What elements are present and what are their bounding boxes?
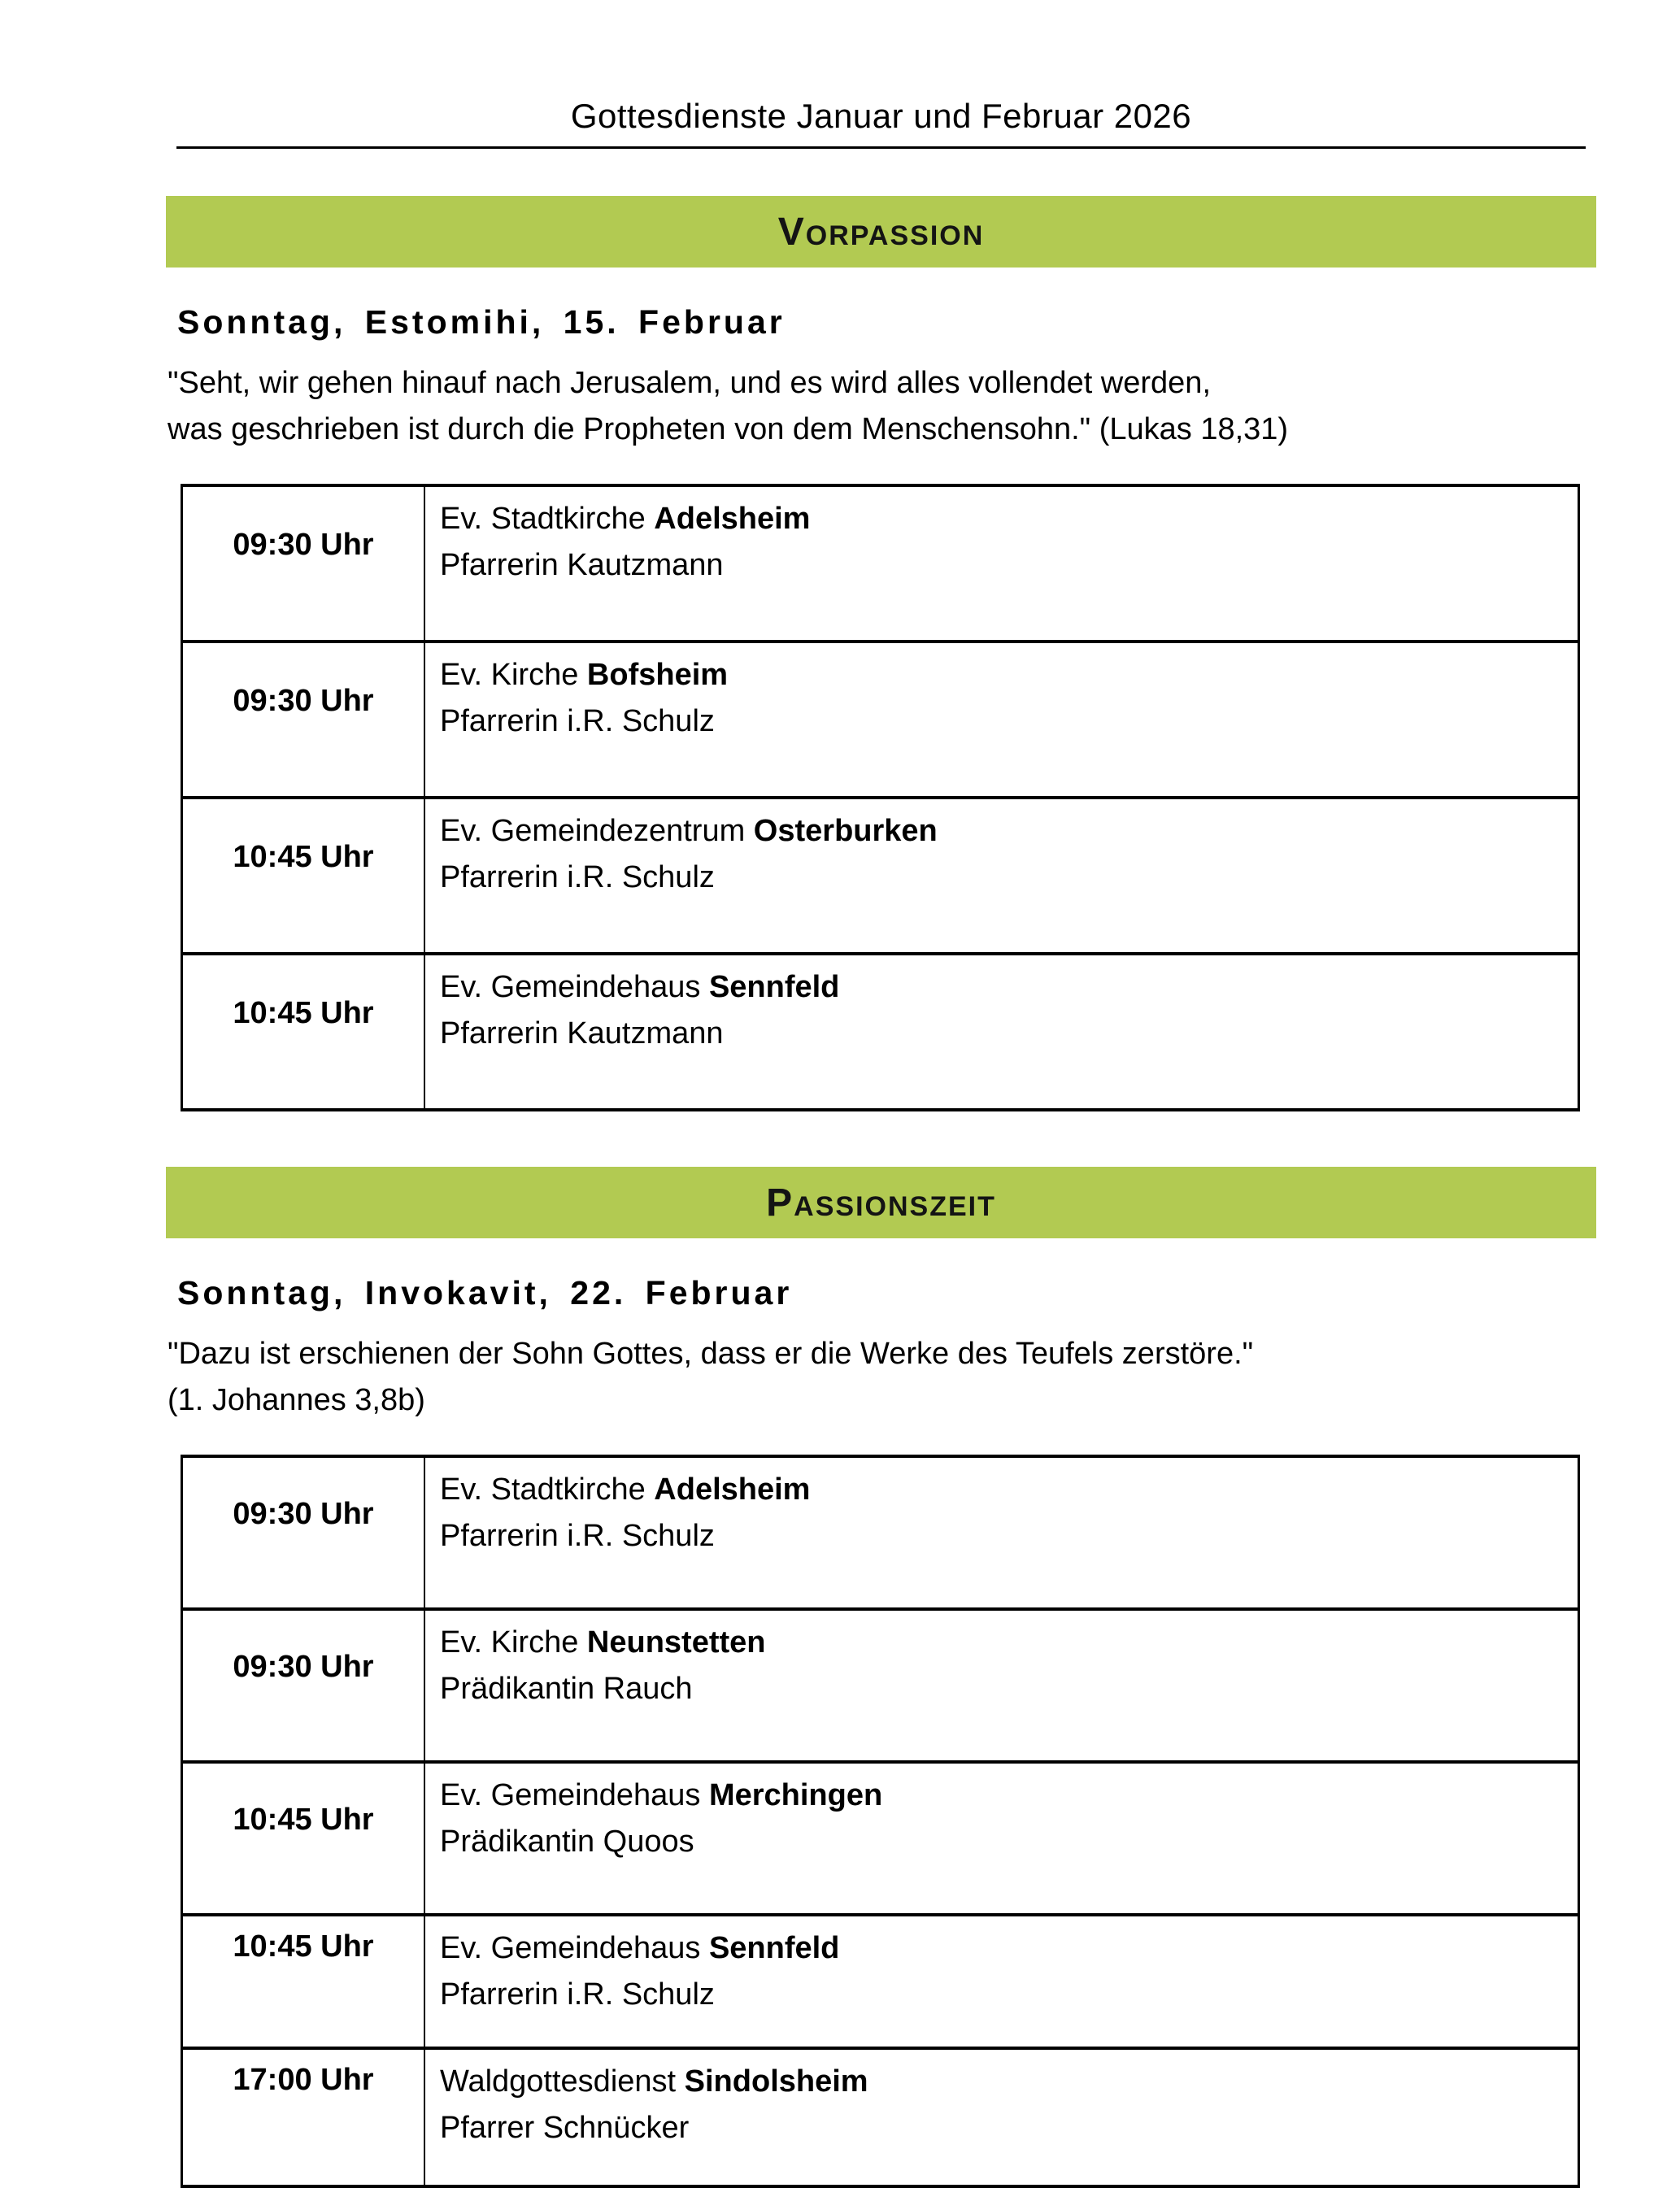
minister-line xyxy=(440,855,1561,901)
time-label: 10:45 Uhr xyxy=(233,995,374,1030)
location-cell xyxy=(424,1609,1579,1762)
minister-line xyxy=(440,2105,1561,2151)
day-heading: Sonntag, Invokavit, 22. Februar xyxy=(177,1274,793,1311)
table-row xyxy=(182,1762,1579,1915)
section-banner-passionszeit xyxy=(166,1167,1596,1238)
table-row xyxy=(182,798,1579,954)
location-name: Sindolsheim xyxy=(684,2064,868,2099)
minister-name: Pfarrerin i.R. Schulz xyxy=(440,704,715,738)
location-prefix: Ev. Gemeindehaus xyxy=(440,1778,709,1812)
location-name: Sennfeld xyxy=(708,1931,840,1965)
scripture-quote xyxy=(168,1331,1596,1424)
location-prefix: Ev. Gemeindehaus xyxy=(440,1931,709,1965)
scripture-quote xyxy=(168,360,1596,453)
quote-line: "Seht, wir gehen hinauf nach Jerusalem, und es wird alles vollendet werden, xyxy=(168,366,1212,400)
minister-line xyxy=(440,1011,1561,1057)
location-name: Merchingen xyxy=(708,1778,883,1812)
time-cell xyxy=(182,1609,425,1762)
time-label: 09:30 Uhr xyxy=(233,683,374,718)
minister-name: Prädikantin Rauch xyxy=(440,1672,693,1706)
time-cell xyxy=(182,485,425,642)
location-name: Adelsheim xyxy=(654,502,811,536)
page-title: Gottesdienste Januar und Februar 2026 xyxy=(176,96,1586,149)
location-prefix: Ev. Stadtkirche xyxy=(440,502,655,536)
minister-line xyxy=(440,1666,1561,1712)
location-name: Bofsheim xyxy=(586,658,729,692)
table-row xyxy=(182,1456,1579,1609)
time-label: 09:30 Uhr xyxy=(233,527,374,562)
location-cell xyxy=(424,798,1579,954)
time-label: 09:30 Uhr xyxy=(233,1496,374,1531)
minister-line xyxy=(440,698,1561,745)
time-cell xyxy=(182,2048,425,2186)
time-cell xyxy=(182,954,425,1110)
location-cell xyxy=(424,954,1579,1110)
location-cell xyxy=(424,1456,1579,1609)
time-cell xyxy=(182,798,425,954)
minister-name: Pfarrerin Kautzmann xyxy=(440,1016,724,1051)
document-content xyxy=(166,96,1596,2188)
time-cell xyxy=(182,1456,425,1609)
time-cell xyxy=(182,1915,425,2048)
time-label: 09:30 Uhr xyxy=(233,1649,374,1684)
location-prefix: Waldgottesdienst xyxy=(440,2064,685,2099)
quote-line: (1. Johannes 3,8b) xyxy=(168,1383,425,1417)
location-prefix: Ev. Stadtkirche xyxy=(440,1472,655,1507)
table-row xyxy=(182,1915,1579,2048)
location-name: Adelsheim xyxy=(654,1472,811,1507)
minister-name: Pfarrerin i.R. Schulz xyxy=(440,860,715,894)
location-cell xyxy=(424,485,1579,642)
location-name: Sennfeld xyxy=(708,970,840,1004)
location-cell xyxy=(424,642,1579,798)
time-label: 10:45 Uhr xyxy=(233,1802,374,1837)
banner-label: Vorpassion xyxy=(777,210,985,254)
time-cell xyxy=(182,1762,425,1915)
location-line xyxy=(440,496,1561,542)
location-line xyxy=(440,808,1561,855)
minister-line xyxy=(440,1513,1561,1559)
location-prefix: Ev. Gemeindezentrum xyxy=(440,814,754,848)
table-row xyxy=(182,1609,1579,1762)
minister-line xyxy=(440,1819,1561,1865)
location-cell xyxy=(424,2048,1579,2186)
minister-name: Pfarrer Schnücker xyxy=(440,2111,690,2145)
services-table-vorpassion xyxy=(181,484,1580,1111)
table-row xyxy=(182,485,1579,642)
banner-label: Passionszeit xyxy=(766,1181,996,1224)
day-heading: Sonntag, Estomihi, 15. Februar xyxy=(177,303,786,341)
location-line xyxy=(440,1467,1561,1513)
location-line xyxy=(440,652,1561,698)
minister-line xyxy=(440,542,1561,589)
location-line xyxy=(440,1925,1561,1972)
location-line xyxy=(440,964,1561,1011)
minister-name: Pfarrerin Kautzmann xyxy=(440,548,724,582)
section-banner-vorpassion xyxy=(166,196,1596,268)
location-line xyxy=(440,2059,1561,2105)
table-row xyxy=(182,2048,1579,2186)
location-cell xyxy=(424,1915,1579,2048)
minister-line xyxy=(440,1972,1561,2018)
quote-line: was geschrieben ist durch die Propheten von dem Menschensohn." (Lukas 18,31) xyxy=(168,412,1289,446)
services-table-passionszeit xyxy=(181,1455,1580,2188)
location-prefix: Ev. Gemeindehaus xyxy=(440,970,709,1004)
time-label: 10:45 Uhr xyxy=(233,839,374,874)
location-name: Osterburken xyxy=(753,814,938,848)
page xyxy=(0,96,1680,2145)
location-cell xyxy=(424,1762,1579,1915)
time-label: 10:45 Uhr xyxy=(233,1929,374,1964)
time-cell xyxy=(182,642,425,798)
table-row xyxy=(182,954,1579,1110)
location-line xyxy=(440,1773,1561,1819)
time-label: 17:00 Uhr xyxy=(233,2063,374,2097)
location-prefix: Ev. Kirche xyxy=(440,1625,587,1659)
location-prefix: Ev. Kirche xyxy=(440,658,587,692)
location-name: Neunstetten xyxy=(586,1625,766,1659)
quote-line: "Dazu ist erschienen der Sohn Gottes, dass er die Werke des Teufels zerstöre." xyxy=(168,1337,1254,1371)
minister-name: Pfarrerin i.R. Schulz xyxy=(440,1977,715,2012)
minister-name: Prädikantin Quoos xyxy=(440,1825,694,1859)
location-line xyxy=(440,1620,1561,1666)
table-row xyxy=(182,642,1579,798)
minister-name: Pfarrerin i.R. Schulz xyxy=(440,1519,715,1553)
